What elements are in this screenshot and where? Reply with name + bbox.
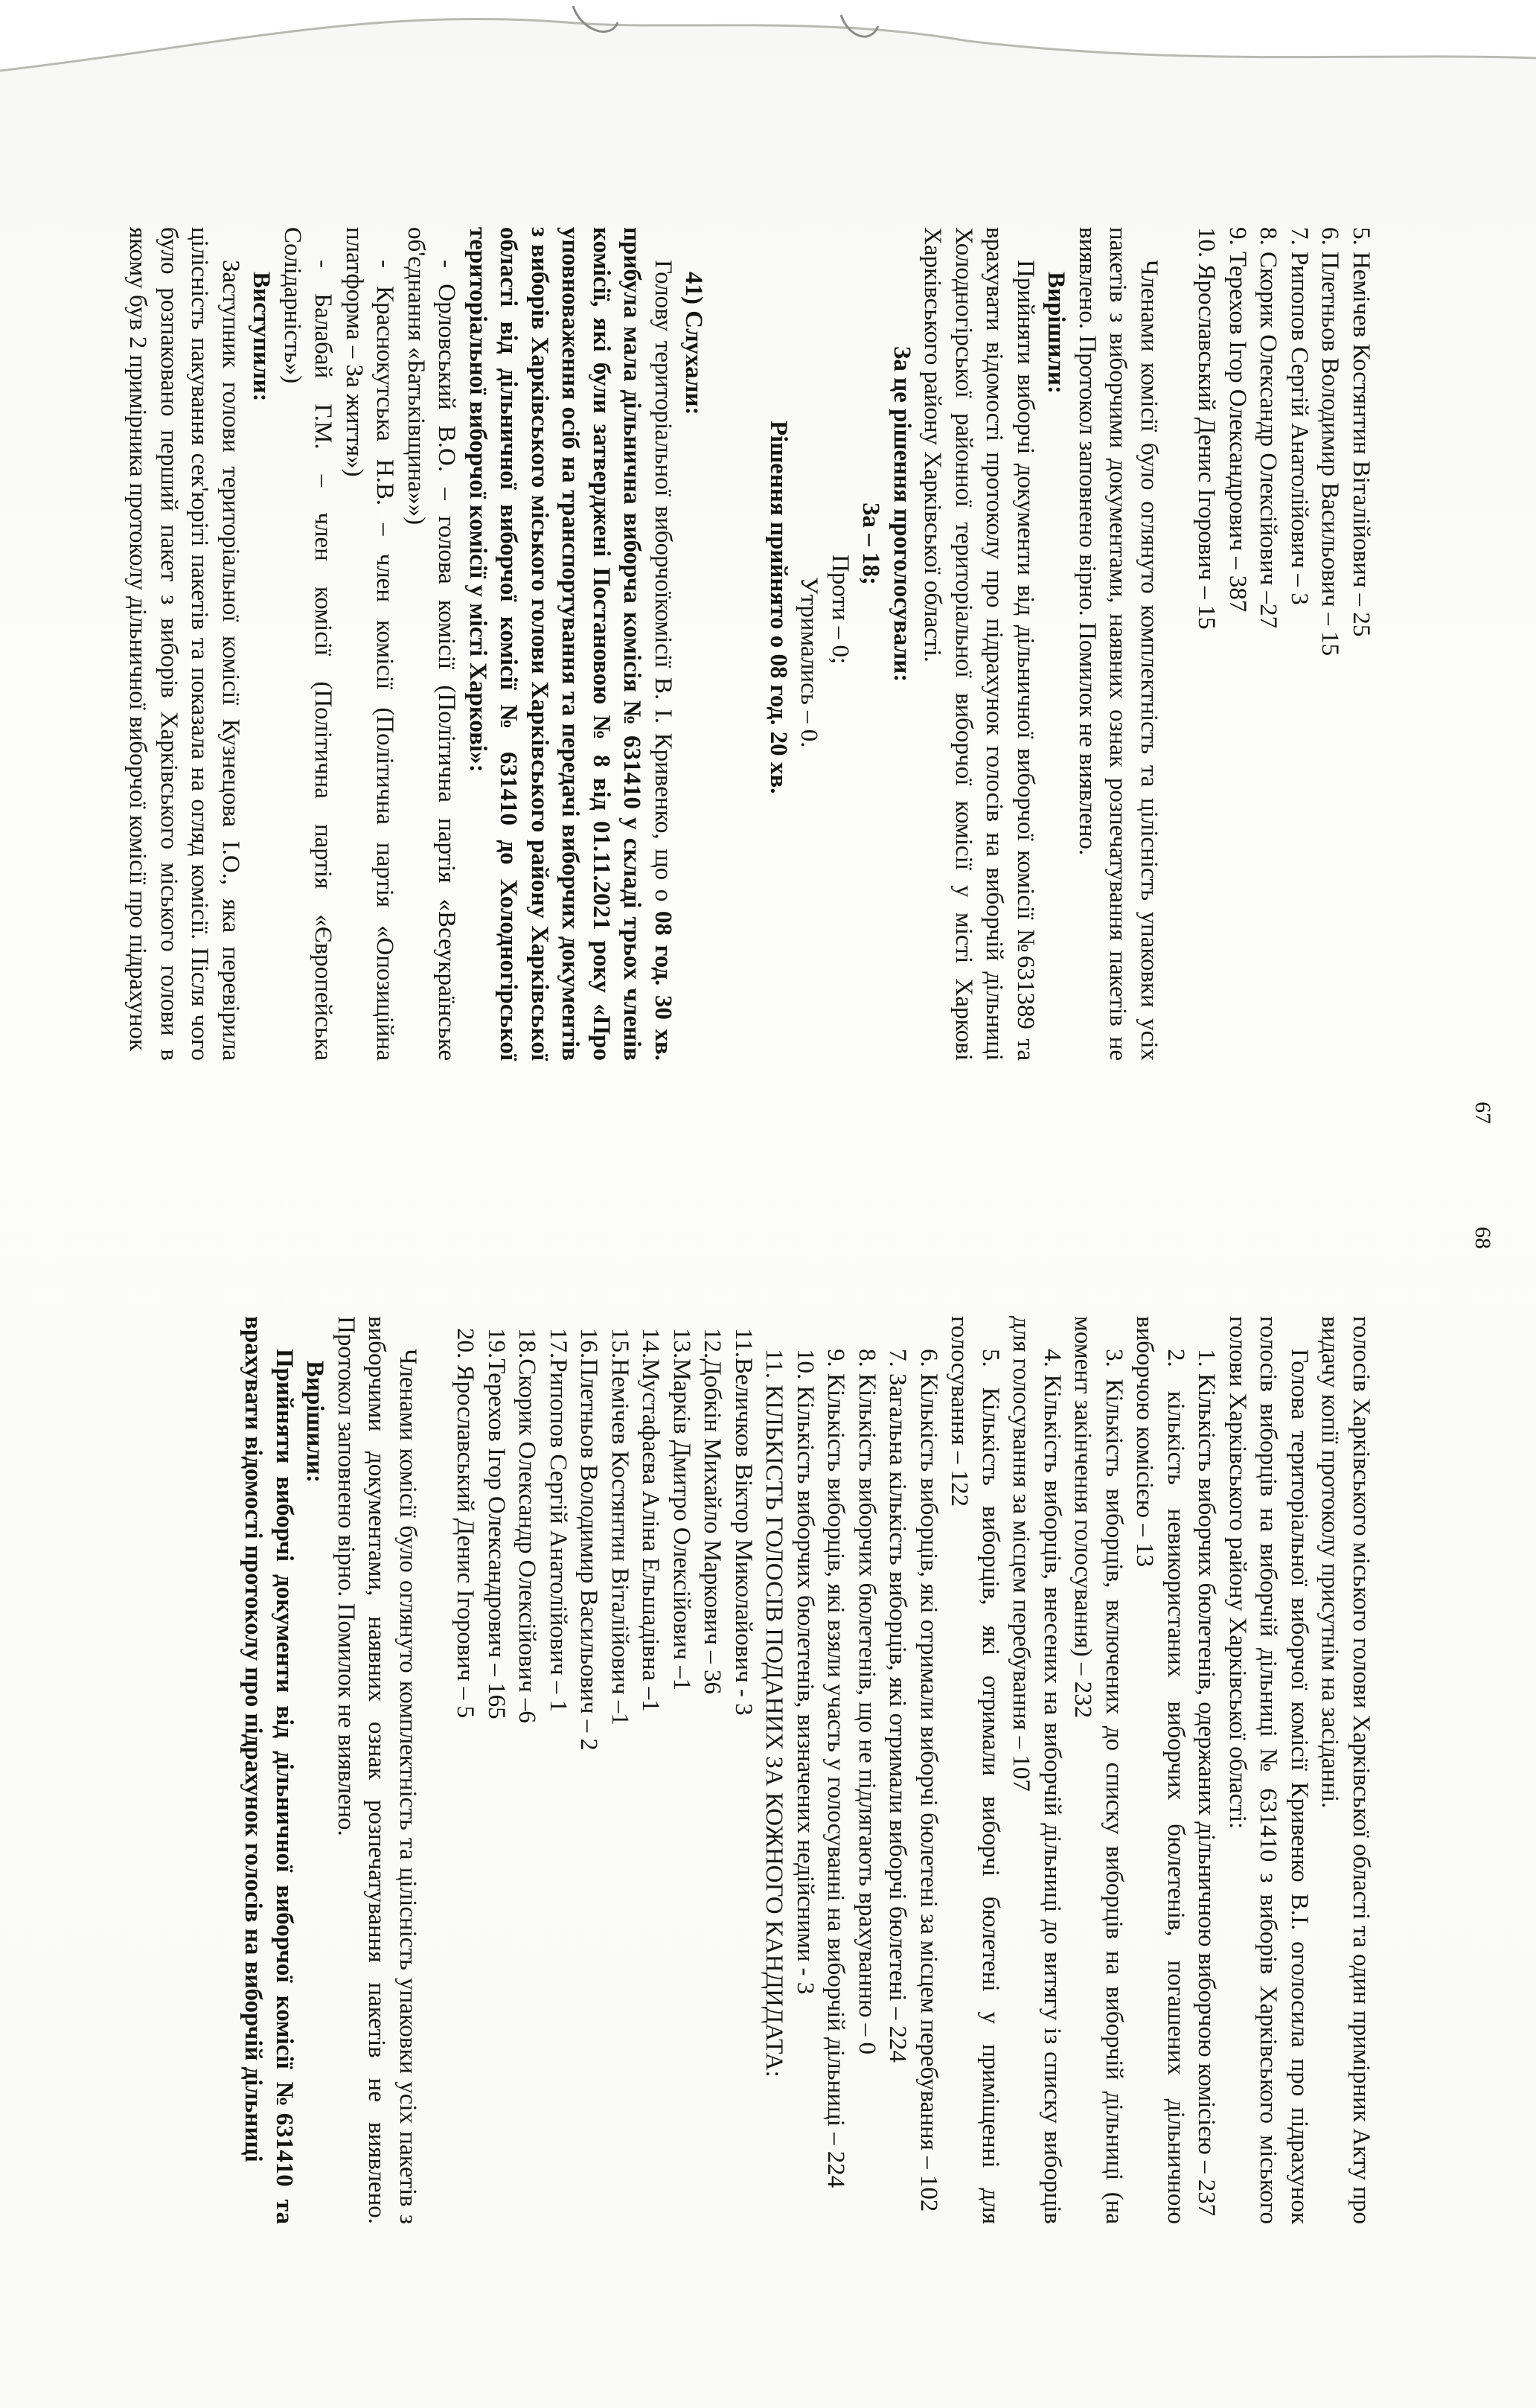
list-item: 9. Кількість виборців, які взяли участь у голосуванні на виборчій дільниці – 224 bbox=[822, 1349, 850, 2188]
vote-for: За – 18; bbox=[857, 502, 885, 585]
decision-time: Рішення прийнято о 08 год. 20 хв. bbox=[765, 421, 792, 794]
decision-text: Прийняти виборчі документи від дільничної виборчої комісії №631389 та врахувати відомості протоколу про підрахунок голосів на виборчій дільниці Холодногірської районної територіальної виборчої комісії у місті Харкові Харківського району Харківської області. bbox=[919, 227, 1039, 1061]
list-item: 5. Кількість виборців, які отримали виборчі бюлетені у приміщенні для голосування – 122 bbox=[946, 1316, 1004, 2224]
vote-against: Проти – 0; bbox=[827, 555, 854, 665]
spoke-text: Заступник голови територіальної комісії Кузнецова І.О., яка перевірила цілісність пакування сек'юріті пакетів та показала на огляд комісії. Після чого було розпаковано перший пакет з виборів Харківського міського голови в якому був 2 примірника протоколу дільничної виборчої комісії про підрахунок bbox=[124, 227, 244, 1061]
candidate-item: 14.Мустафаєва Аліна Ельшадівна –1 bbox=[637, 1328, 665, 1712]
list-item: 5. Немічев Костянтин Віталійович – 25 bbox=[1348, 227, 1375, 637]
candidate-item: 19.Терехов Ігор Олександрович – 165 bbox=[483, 1328, 510, 1719]
candidate-item: 17.Рипопов Сергій Анатолійович – 1 bbox=[545, 1328, 572, 1713]
list-item: 3. Кількість виборців, включених до списку виборців на виборчій дільниці (на момент закінчення голосування) – 232 bbox=[1069, 1316, 1127, 2224]
vote-abstain: Утримались – 0. bbox=[796, 577, 823, 748]
page-number: 68 bbox=[1471, 1227, 1495, 1249]
spoke-label: Виступили: bbox=[248, 272, 275, 402]
heard-label: 41) Слухали: bbox=[680, 272, 708, 415]
list-item: 8. Кількість виборчих бюлетенів, що не підлягають врахуванню – 0 bbox=[854, 1349, 880, 2055]
list-item: 8. Скорик Олександр Олексійович –27 bbox=[1255, 227, 1282, 629]
member-1: - Орловський В.О. – голова комісії (Політична партія «Всеукраїнське об'єднання «Батьківщина»») bbox=[403, 227, 461, 1061]
candidate-item: 20. Ярославський Денис Ігорович – 5 bbox=[452, 1328, 479, 1719]
candidate-item: 11.Величков Віктор Миколайович - 3 bbox=[730, 1328, 757, 1716]
list-item: 6. Кількість виборців, які отримали виборчі бюлетені за місцем перебування – 102 bbox=[915, 1349, 942, 2212]
decided-label: Вирішили: bbox=[1043, 272, 1070, 394]
page-67-text bbox=[122, 227, 1376, 1061]
candidate-item: 12.Добкін Михайло Маркович – 36 bbox=[699, 1328, 726, 1694]
heard-text: Голову територіальної виборчоїкомісії В. І. Кривенко, що о 08 год. 30 хв. прибула мала дільнична виборча комісія № 631410 у складі трьох членів комісії, які були затверджені Постановою № 8 від 01.11.2021 року «Про уповноваження осіб на транспортування та передачі виборчих документів з виборів Харківського міського голови Харківського району Харківської області від дільничної виборчої комісії № 631410 до Холодногірської територіальної виборчої комісії у місті Харкові»: bbox=[464, 227, 676, 1061]
intro-text: голосів Харківського міського голови Харківської області та один примірник Акту про видачу копії протоколу присутнім на засіданні. bbox=[1316, 1316, 1375, 2224]
decision-text: Прийняти виборчі документи від дільничної виборчої комісії №631410 та врахувати відомості протоколу про підрахунок голосів на виборчій дільниці bbox=[240, 1316, 298, 2224]
list-item: 9. Терехов Ігор Олександрович – 387 bbox=[1224, 227, 1251, 613]
decided-label: Вирішили: bbox=[301, 1361, 329, 1483]
member-3: - Балабай Г.М. – член комісії (Політична партія «Європейська Солідарність») bbox=[279, 227, 337, 1061]
list-item: 11. КІЛЬКІСТЬ ГОЛОСІВ ПОДАНИХ ЗА КОЖНОГО КАНДИДАТА: bbox=[761, 1349, 788, 2078]
list-item: 1. Кількість виборчих бюлетенів, одержаних дільничною виборчою комісією – 237 bbox=[1193, 1349, 1220, 2217]
candidate-item: 16.Плетньов Володимир Васильович – 2 bbox=[575, 1328, 603, 1751]
voted-label: За це рішення проголосували: bbox=[889, 346, 915, 683]
list-item: 2. кількість невикористаних виборчих бюлетенів, погашених дільничною виборчою комісією – 13 bbox=[1131, 1316, 1189, 2224]
page-68 bbox=[0, 1204, 1536, 2408]
commission-check-text: Членами комісії було оглянуто комплектність та цілісність упаковки усіх пакетів з виборчими документами, наявних ознак розпечатування пакетів не виявлено. Протокол заповнено вірно. Помилок не виявлено. bbox=[333, 1316, 421, 2224]
candidate-item: 18.Скорик Олександр Олексійович –6 bbox=[513, 1328, 541, 1723]
candidate-item: 13.Марків Дмитро Олексійович –1 bbox=[668, 1328, 695, 1691]
list-item: 7. Рипопов Сергій Анатолійович – 3 bbox=[1286, 227, 1313, 605]
list-item: 6. Плетньов Володимир Васильович – 15 bbox=[1316, 227, 1344, 657]
list-item: 4. Кількість виборців, внесених на виборчій дільниці до витягу із списку виборців для голосування за місцем перебування – 107 bbox=[1008, 1316, 1066, 2224]
member-2: - Краснокутська Н.В. – член комісії (Політична партія «Опозиційна платформа – За життя») bbox=[341, 227, 399, 1061]
page-number: 67 bbox=[1471, 1102, 1495, 1124]
page-68-text bbox=[237, 1316, 1376, 2224]
list-item: 10. Ярославський Денис Ігорович – 15 bbox=[1193, 227, 1220, 630]
list-item: 10. Кількість виборчих бюлетенів, визначених недійсними - 3 bbox=[792, 1349, 819, 1995]
commission-check-text: Членами комісії було оглянуто комплектність та цілісність упаковки усіх пакетів з виборчими документами, наявних ознак розпечатування пакетів не виявлено. Протокол заповнено вірно. Помилок не виявлено. bbox=[1074, 227, 1162, 1061]
candidate-item: 15.Немічев Костянтин Віталійович –1 bbox=[607, 1328, 633, 1725]
head-text: Голова територіальної виборчої комісії Кривенко В.І. оголосила про підрахунок голосів виборців на виборчій дільниці № 631410 з виборів Харківського міського голови Харківського району Харківської області: bbox=[1224, 1316, 1313, 2224]
list-item: 7. Загальна кількість виборців, які отримали виборчі бюлетені – 224 bbox=[884, 1349, 912, 2063]
candidate-list bbox=[449, 1316, 758, 2224]
